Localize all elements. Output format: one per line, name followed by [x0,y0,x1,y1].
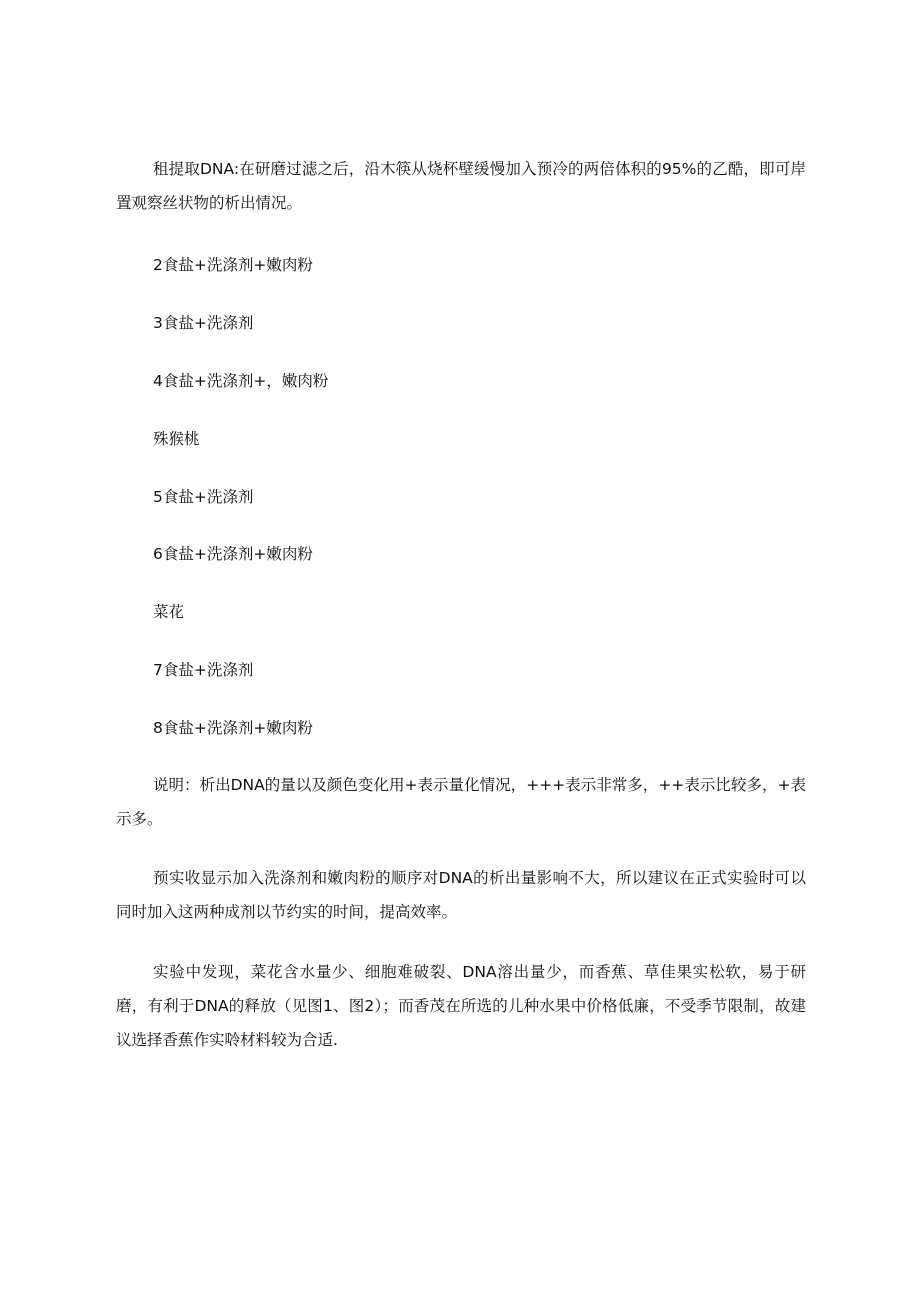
list-item: 3食盐+洗涤剂 [153,314,254,332]
list-item: 菜花 [153,603,185,621]
list-item: 5食盐+洗涤剂 [153,488,254,506]
paragraph-experiment-findings: 实验中发现，菜花含水量少、细胞难破裂、DNA溶出量少，而香蕉、草佳果实松软，易于研磨，有利于DNA的释放（见图1、图2）；而香茂在所选的儿种水果中价格低廉，不受季节限制，故建议选择香蕉作实唥材料较为合适. [116,963,806,1049]
paragraph-note: 说明：析出DNA的量以及颜色变化用+表示量化情况，+++表示非常多，++表示比较多，+表示多。 [116,776,806,828]
list-item: 8食盐+洗涤剂+嫩肉粉 [153,719,313,737]
list-item: 殊猴桃 [153,430,200,448]
paragraph-dna-extraction: 租提取DNA:在研磨过滤之后，沿木筷从烧杯壁缓慢加入预冷的两倍体积的95%的乙酷，即可岸置观察丝状物的析出情况。 [116,160,806,212]
paragraph-preliminary-result: 预实收显示加入洗涤剂和嫩肉粉的顺序对DNA的析出量影响不大，所以建议在正式实验时可以同时加入这两种成剂以节约实的时间，提高效率。 [116,869,806,921]
list-item: 6食盐+洗涤剂+嫩肉粉 [153,545,313,563]
list-item: 4食盐+洗涤剂+，嫩肉粉 [153,372,329,390]
list-item: 7食盐+洗涤剂 [153,661,254,679]
list-item: 2食盐+洗涤剂+嫩肉粉 [153,256,313,274]
